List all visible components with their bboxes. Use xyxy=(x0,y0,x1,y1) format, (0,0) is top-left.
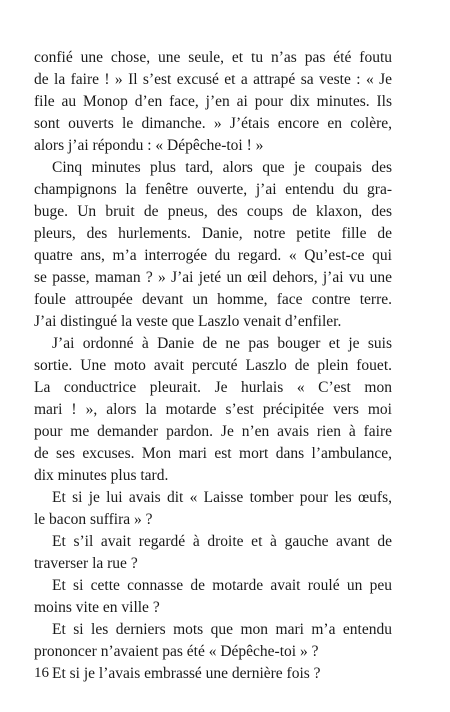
text-line: Et s’il avait regardé à droite et à gauche avant de xyxy=(52,533,392,550)
text-line: confié une chose, une seule, et tu n’as pas été foutu xyxy=(34,49,392,66)
text-line: moins vite en ville ? xyxy=(34,599,160,616)
text-line: se passe, maman ? » J’ai jeté un œil dehors, j’ai vu une xyxy=(34,269,392,286)
text-line: le bacon suffira » ? xyxy=(34,511,153,528)
text-line: La conductrice pleurait. Je hurlais « C’est mon xyxy=(34,379,392,396)
text-line: prononcer n’avaient pas été « Dépêche-toi » ? xyxy=(34,643,319,660)
text-line: de ses excuses. Mon mari est mort dans l’ambulance, xyxy=(34,445,392,462)
text-line: Et si je l’avais embrassé une dernière fois ? xyxy=(52,665,321,682)
text-line: pleurs, des hurlements. Danie, notre petite fille de xyxy=(34,225,392,242)
text-line: file au Monop d’en face, j’en ai pour dix minutes. Ils xyxy=(34,93,392,110)
page-number: 16 xyxy=(34,665,49,681)
text-line: alors j’ai répondu : « Dépêche-toi ! » xyxy=(34,137,264,154)
text-line: dix minutes plus tard. xyxy=(34,467,169,484)
text-line: J’ai distingué la veste que Laszlo venait d’enfiler. xyxy=(34,313,342,330)
text-line: J’ai ordonné à Danie de ne pas bouger et je suis xyxy=(52,335,392,352)
text-line: buge. Un bruit de pneus, des coups de klaxon, des xyxy=(34,203,392,220)
text-line: sortie. Une moto avait percuté Laszlo de plein fouet. xyxy=(34,357,392,374)
text-line: Et si les derniers mots que mon mari m’a entendu xyxy=(52,621,392,638)
text-line: traverser la rue ? xyxy=(34,555,138,572)
text-line: Cinq minutes plus tard, alors que je coupais des xyxy=(52,159,392,176)
text-line: de la faire ! » Il s’est excusé et a attrapé sa veste : « Je xyxy=(34,71,392,88)
text-line: Et si cette connasse de motarde avait roulé un peu xyxy=(52,577,392,594)
text-line: Et si je lui avais dit « Laisse tomber pour les œufs, xyxy=(52,489,392,506)
text-line: mari ! », alors la motarde s’est précipitée vers moi xyxy=(34,401,392,418)
body-text xyxy=(34,47,392,685)
text-line: sont ouverts le dimanche. » J’étais encore en colère, xyxy=(34,115,392,132)
text-line: quatre ans, m’a interrogée du regard. « Qu’est-ce qui xyxy=(34,247,392,264)
text-line: foule attroupée devant un homme, face contre terre. xyxy=(34,291,392,308)
text-line: pour me demander pardon. Je n’en avais rien à faire xyxy=(34,423,392,440)
text-line: champignons la fenêtre ouverte, j’ai entendu du gra- xyxy=(34,181,392,198)
